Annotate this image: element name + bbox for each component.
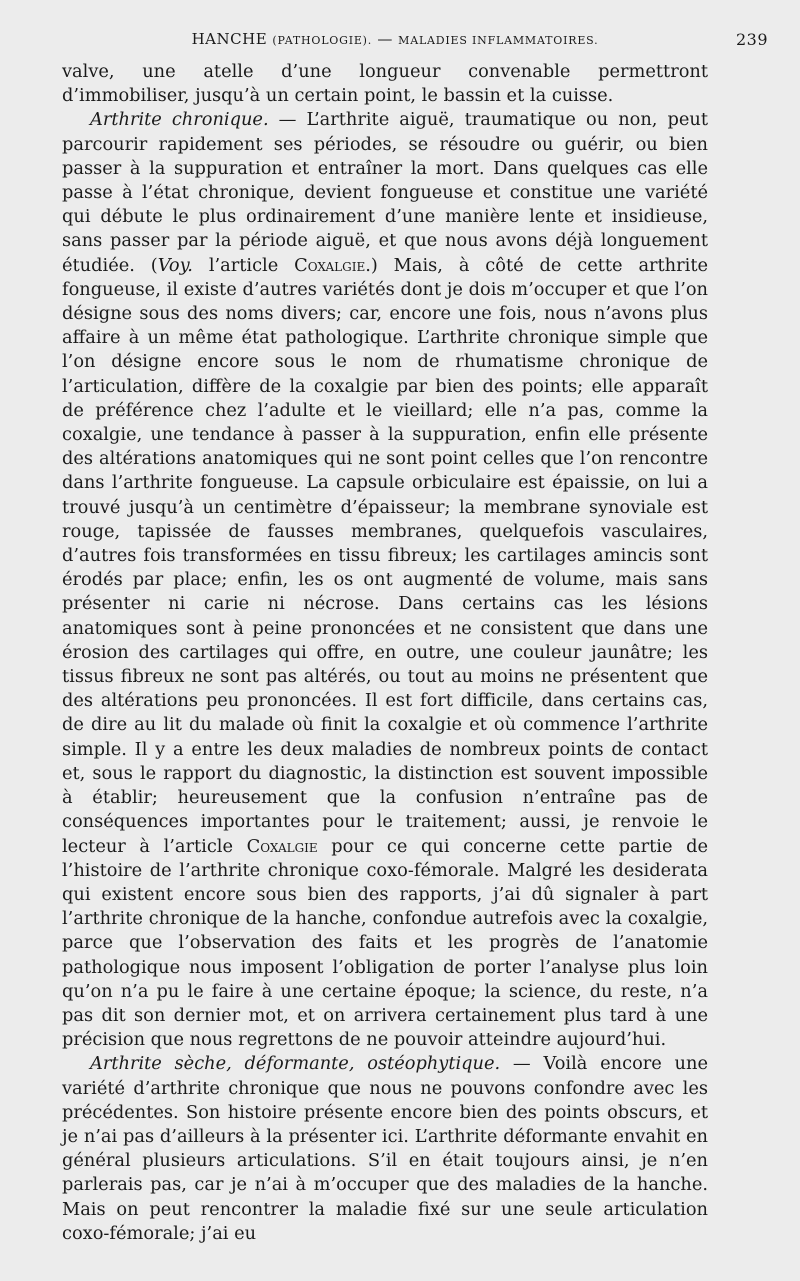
voy-abbrev: Voy. [157,254,193,276]
section-heading: Arthrite sèche, déformante, ostéophytique. [90,1053,501,1075]
paragraph-arthrite-seche [62,1052,708,1246]
running-title [192,30,599,48]
header-title: HANCHE [191,30,268,48]
body-text [62,60,708,1246]
cross-reference: Coxalgie [294,254,366,276]
paragraph-text: l’article [192,254,295,276]
paragraph-text: .) Mais, à côté de cette arthrite fongueuse, il existe d’autres variétés dont je dois m’occuper et que l’on désigne sous des noms divers; car, encore une fois, nous n’avons plus affaire à un même état pathologique. L’arthrite chronique simple que l’on désigne encore sous le nom de rhumatisme chronique de l’articulation, diffère de la coxalgie par bien des points; elle apparaît de préférence chez l’adulte et le vieillard; elle n’a pas, comme la coxalgie, une tendance à passer à la suppuration, enfin elle présente des altérations anatomiques qui ne sont point celles que l’on rencontre dans l’arthrite fongueuse. La capsule orbiculaire est épaissie, on lui a trouvé jusqu’à un centimètre d’épaisseur; la membrane synoviale est rouge, tapissée de fausses membranes, quelquefois vasculaires, d’autres fois transformées en tissu fibreux; les cartilages amincis sont érodés par place; enfin, les os ont augmenté de volume, mais sans présenter ni carie ni nécrose. Dans certains cas les lésions anatomiques sont à peine prononcées et ne consistent que dans une érosion des cartilages qui offre, en outre, une couleur jaunâtre; les tissus fibreux ne sont pas altérés, ou tout au moins ne présentent que des altérations peu prononcées. Il est fort difficile, dans certains cas, de dire au lit du malade où finit la coxalgie et où commence l’arthrite simple. Il y a entre les deux maladies de nombreux points de contact et, sous le rapport du diagnostic, la distinction est souvent impossible à établir; heureusement que la confusion n’entraîne pas de conséquences importantes pour le traitement; aussi, je renvoie le lecteur à l’article [62,254,708,857]
page-number: 239 [735,30,768,49]
running-header [62,30,768,60]
paragraph-text: — L’arthrite aiguë, traumatique ou non, peut parcourir rapidement ses périodes, se résoudre ou guérir, ou bien passer à la suppuration et entraîner la mort. Dans quelques cas elle passe à l’état chronique, devient fongueuse et constitue une variété qui débute le plus ordinairement d’une manière lente et insidieuse, sans passer par la période aiguë, et que nous avons déjà longuement étudiée. ( [62,109,708,276]
paragraph-text: — Voilà encore une variété d’arthrite chronique que nous ne pouvons confondre avec les précédentes. Son histoire présente encore bien des points obscurs, et je n’ai pas d’ailleurs à la présenter ici. L’arthrite déformante envahit en général plusieurs articulations. S’il en était toujours ainsi, je n’en parlerais pas, car je n’ai à m’occuper que des maladies de la hanche. Mais on peut rencontrer la maladie fixé sur une seule articulation coxo-fémorale; j’ai eu [62,1053,708,1244]
paragraph-text: pour ce qui concerne cette partie de l’histoire de l’arthrite chronique coxo-fémorale. Malgré les desiderata qui existent encore sous bien des rapports, j’ai dû signaler à part l’arthrite chronique de la hanche, confondue autrefois avec la coxalgie, parce que l’observation des faits et les progrès de l’anatomie pathologique nous imposent l’obligation de porter l’analyse plus loin qu’on n’a pu le faire à une certaine époque; la science, du reste, n’a pas dit son dernier mot, et on arrivera certainement plus tard à une précision que nous regrettons de ne pouvoir atteindre aujourd’hui. [62,835,708,1051]
header-dash: — [377,30,393,48]
cross-reference: Coxalgie [246,835,318,857]
paragraph-continuation: valve, une atelle d’une longueur convenable permettront d’immobiliser, jusqu’à un certain point, le bassin et la cuisse. [62,61,708,107]
header-section: MALADIES INFLAMMATOIRES. [398,34,599,47]
paragraph-arthrite-chronique [62,108,708,1052]
section-heading: Arthrite chronique. [90,109,269,131]
header-subtitle: (PATHOLOGIE). [272,34,373,47]
